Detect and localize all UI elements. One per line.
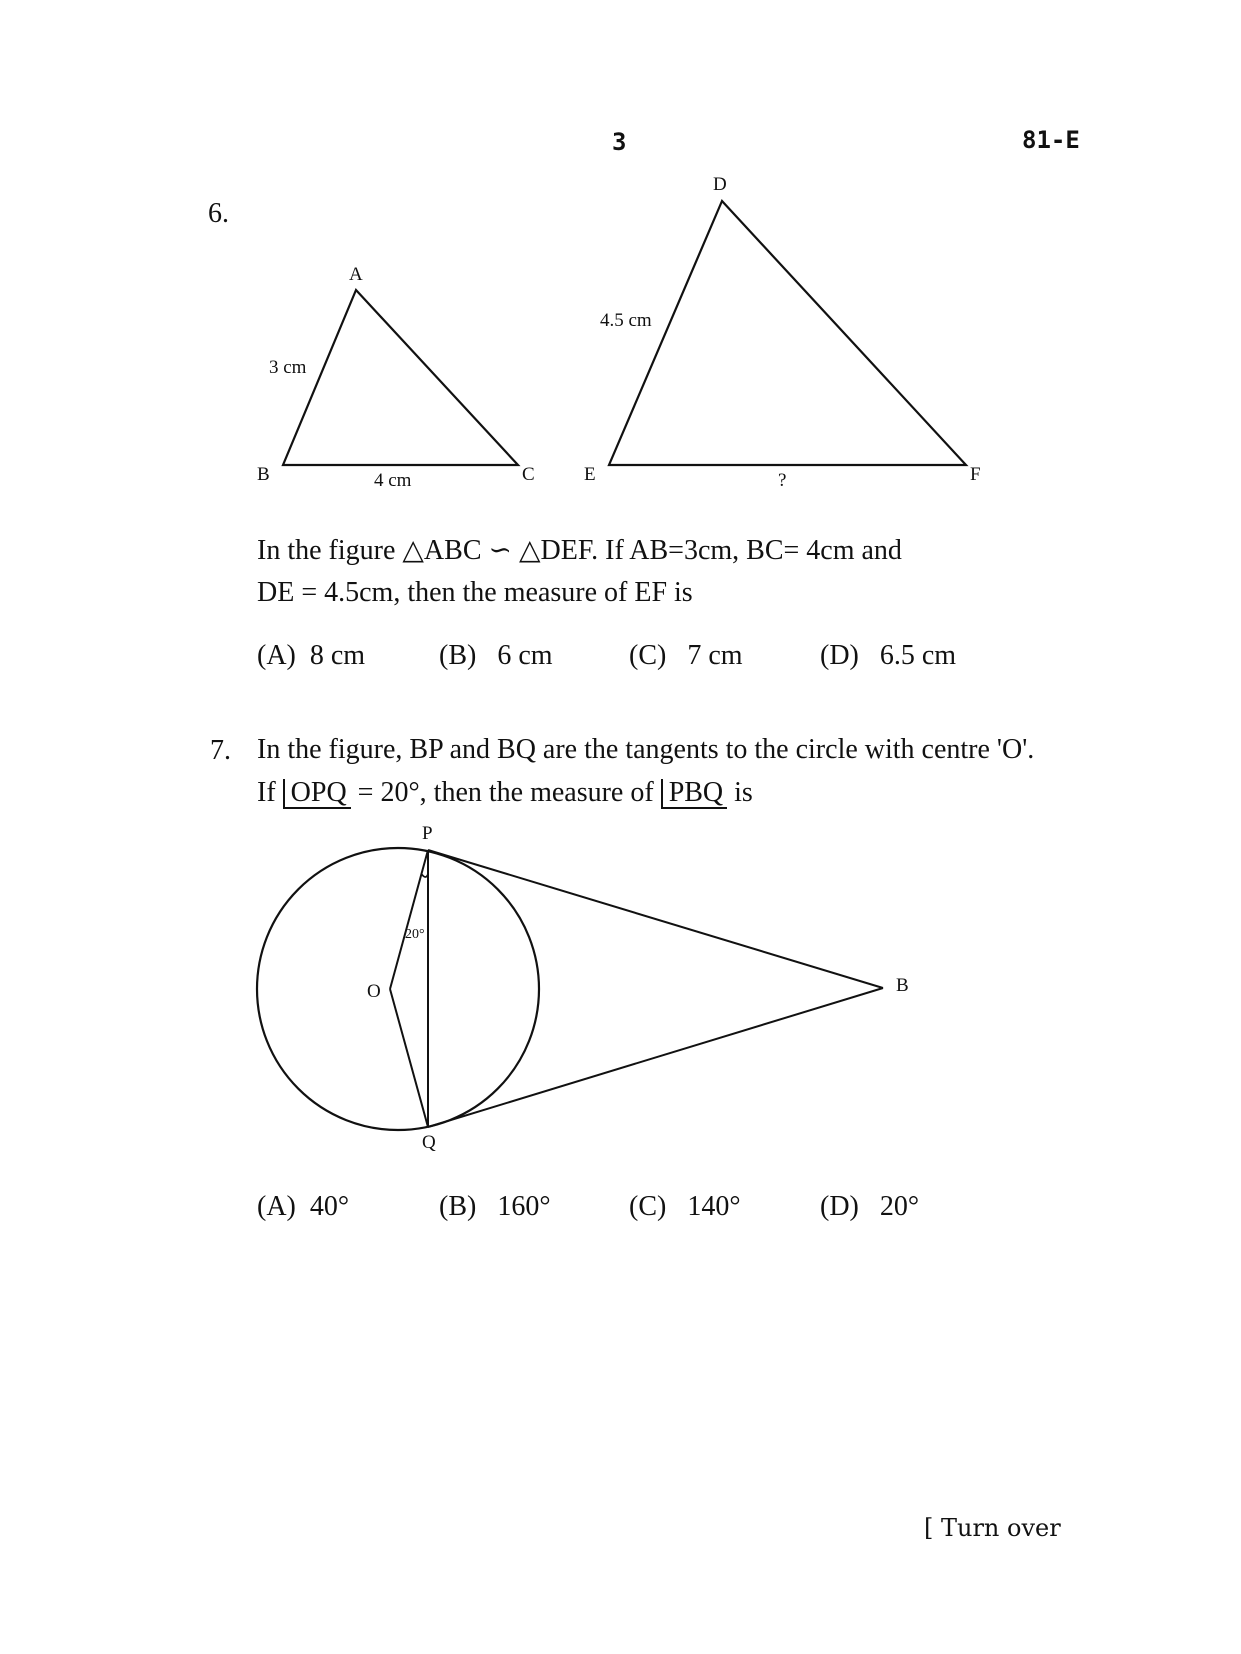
q6-option-d[interactable]: (D) 6.5 cm <box>820 640 957 671</box>
label-b: B <box>257 464 270 485</box>
label-o: O <box>367 981 381 1002</box>
circle-o <box>257 848 539 1130</box>
q7-option-d[interactable]: (D) 20° <box>820 1191 920 1222</box>
label-q: Q <box>422 1132 436 1153</box>
label-b-point: B <box>896 975 909 996</box>
q6-stem-line1: In the figure △ABC ∽ △DEF. If AB=3cm, BC= 4cm and <box>257 535 902 566</box>
q6-number: 6. <box>208 198 229 229</box>
label-f: F <box>970 464 981 485</box>
label-ef-unknown: ? <box>778 470 787 491</box>
q7-stem-line2: If OPQ = 20°, then the measure of PBQ is <box>257 777 753 808</box>
angle-opq: OPQ <box>283 779 351 809</box>
q7-option-c[interactable]: (C) 140° <box>629 1191 741 1222</box>
label-c: C <box>522 464 535 485</box>
label-e: E <box>584 464 596 485</box>
label-20-degrees: 20° <box>405 927 425 942</box>
radius-op <box>390 850 428 989</box>
q6-option-c[interactable]: (C) 7 cm <box>629 640 743 671</box>
q7-number: 7. <box>210 735 231 766</box>
angle-arc <box>422 874 429 877</box>
label-p: P <box>422 823 433 844</box>
turn-over-note: [ Turn over <box>924 1514 1061 1542</box>
label-bc-length: 4 cm <box>374 470 412 491</box>
page-number: 3 <box>612 128 627 156</box>
label-d: D <box>713 174 727 195</box>
q7-option-b[interactable]: (B) 160° <box>439 1191 551 1222</box>
q6-option-a[interactable]: (A) 8 cm <box>257 640 366 671</box>
label-ab-length: 3 cm <box>269 357 307 378</box>
angle-pbq: PBQ <box>661 779 727 809</box>
q7-stem-line1: In the figure, BP and BQ are the tangents to the circle with centre 'O'. <box>257 734 1035 765</box>
label-de-length: 4.5 cm <box>600 310 652 331</box>
tangent-bq <box>428 988 883 1127</box>
label-a: A <box>349 264 363 285</box>
paper-code: 81-E <box>1022 126 1080 154</box>
q6-option-b[interactable]: (B) 6 cm <box>439 640 553 671</box>
tangent-bp <box>428 850 883 988</box>
q7-option-a[interactable]: (A) 40° <box>257 1191 350 1222</box>
q6-stem-line2: DE = 4.5cm, then the measure of EF is <box>257 577 693 608</box>
radius-oq <box>390 989 428 1127</box>
